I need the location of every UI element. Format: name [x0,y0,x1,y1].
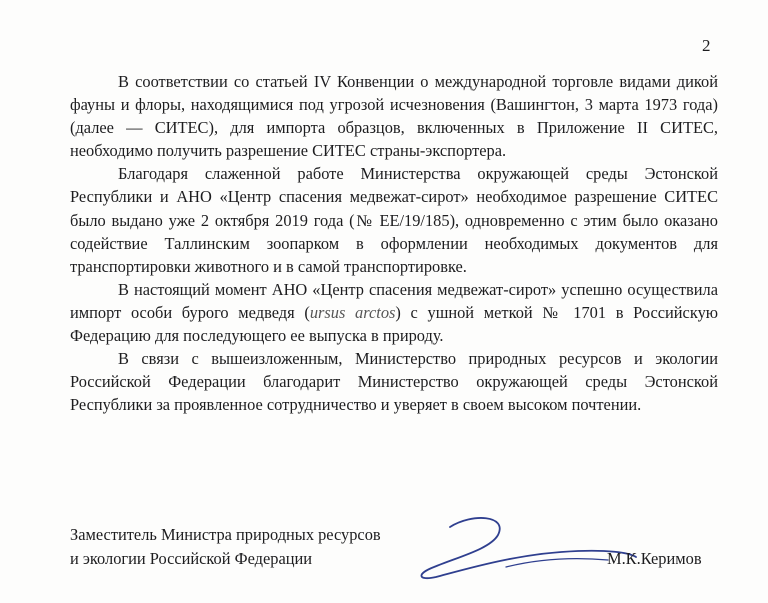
signature-stroke-main [421,518,636,578]
paragraph-import-text-before: В настоящий момент АНО «Центр спасения медвежат-сирот» успешно осуществила импорт особи бурого медведя ( [70,279,718,322]
species-latin-name: ursus arctos [309,302,396,322]
signatory-name: М.К.Керимов [607,549,702,568]
signatory-position [70,523,381,570]
paragraph-gratitude: В связи с вышеизложенным, Министерство природных ресурсов и экологии Российской Федерации благодарит Министерство окружающей среды Эстонской Республики за проявленное сотрудничество и уверяет в своем высоком почтении. [70,349,718,415]
letter-body [70,70,718,416]
paragraph-import-text-after: ) с ушной меткой № 1701 в Российскую Федерацию для последующего ее выпуска в природу. [70,302,719,346]
signatory-position-line-1: Заместитель Министра природных ресурсов [70,525,381,544]
signatory-position-line-2: и экологии Российской Федерации [70,548,313,568]
signature-stroke-tail [506,559,608,567]
page-number: 2 [702,36,711,55]
paragraph-cites-requirement: В соответствии со статьей IV Конвенции о международной торговле видами дикой фауны и флоры, находящимися под угрозой исчезновения (Вашингтон, 3 марта 1973 года) (далее — СИТЕС), для импорта образцов, включенных в Приложение II СИТЕС, необходимо получить разрешение СИТЕС страны-экспортера. [70,72,718,161]
handwritten-signature [410,505,640,595]
paragraph-permit-issued: Благодаря слаженной работе Министерства окружающей среды Эстонской Республики и АНО «Центр спасения медвежат-сирот» необходимое разрешение СИТЕС было выдано уже 2 октября 2019 года (№ EE/19/185), одновременно с этим было оказано содействие Таллинским зоопарком в оформлении необходимых документов для транспортировки животного и в самой транспортировке. [70,164,718,276]
paragraph-import-completed [70,278,718,347]
